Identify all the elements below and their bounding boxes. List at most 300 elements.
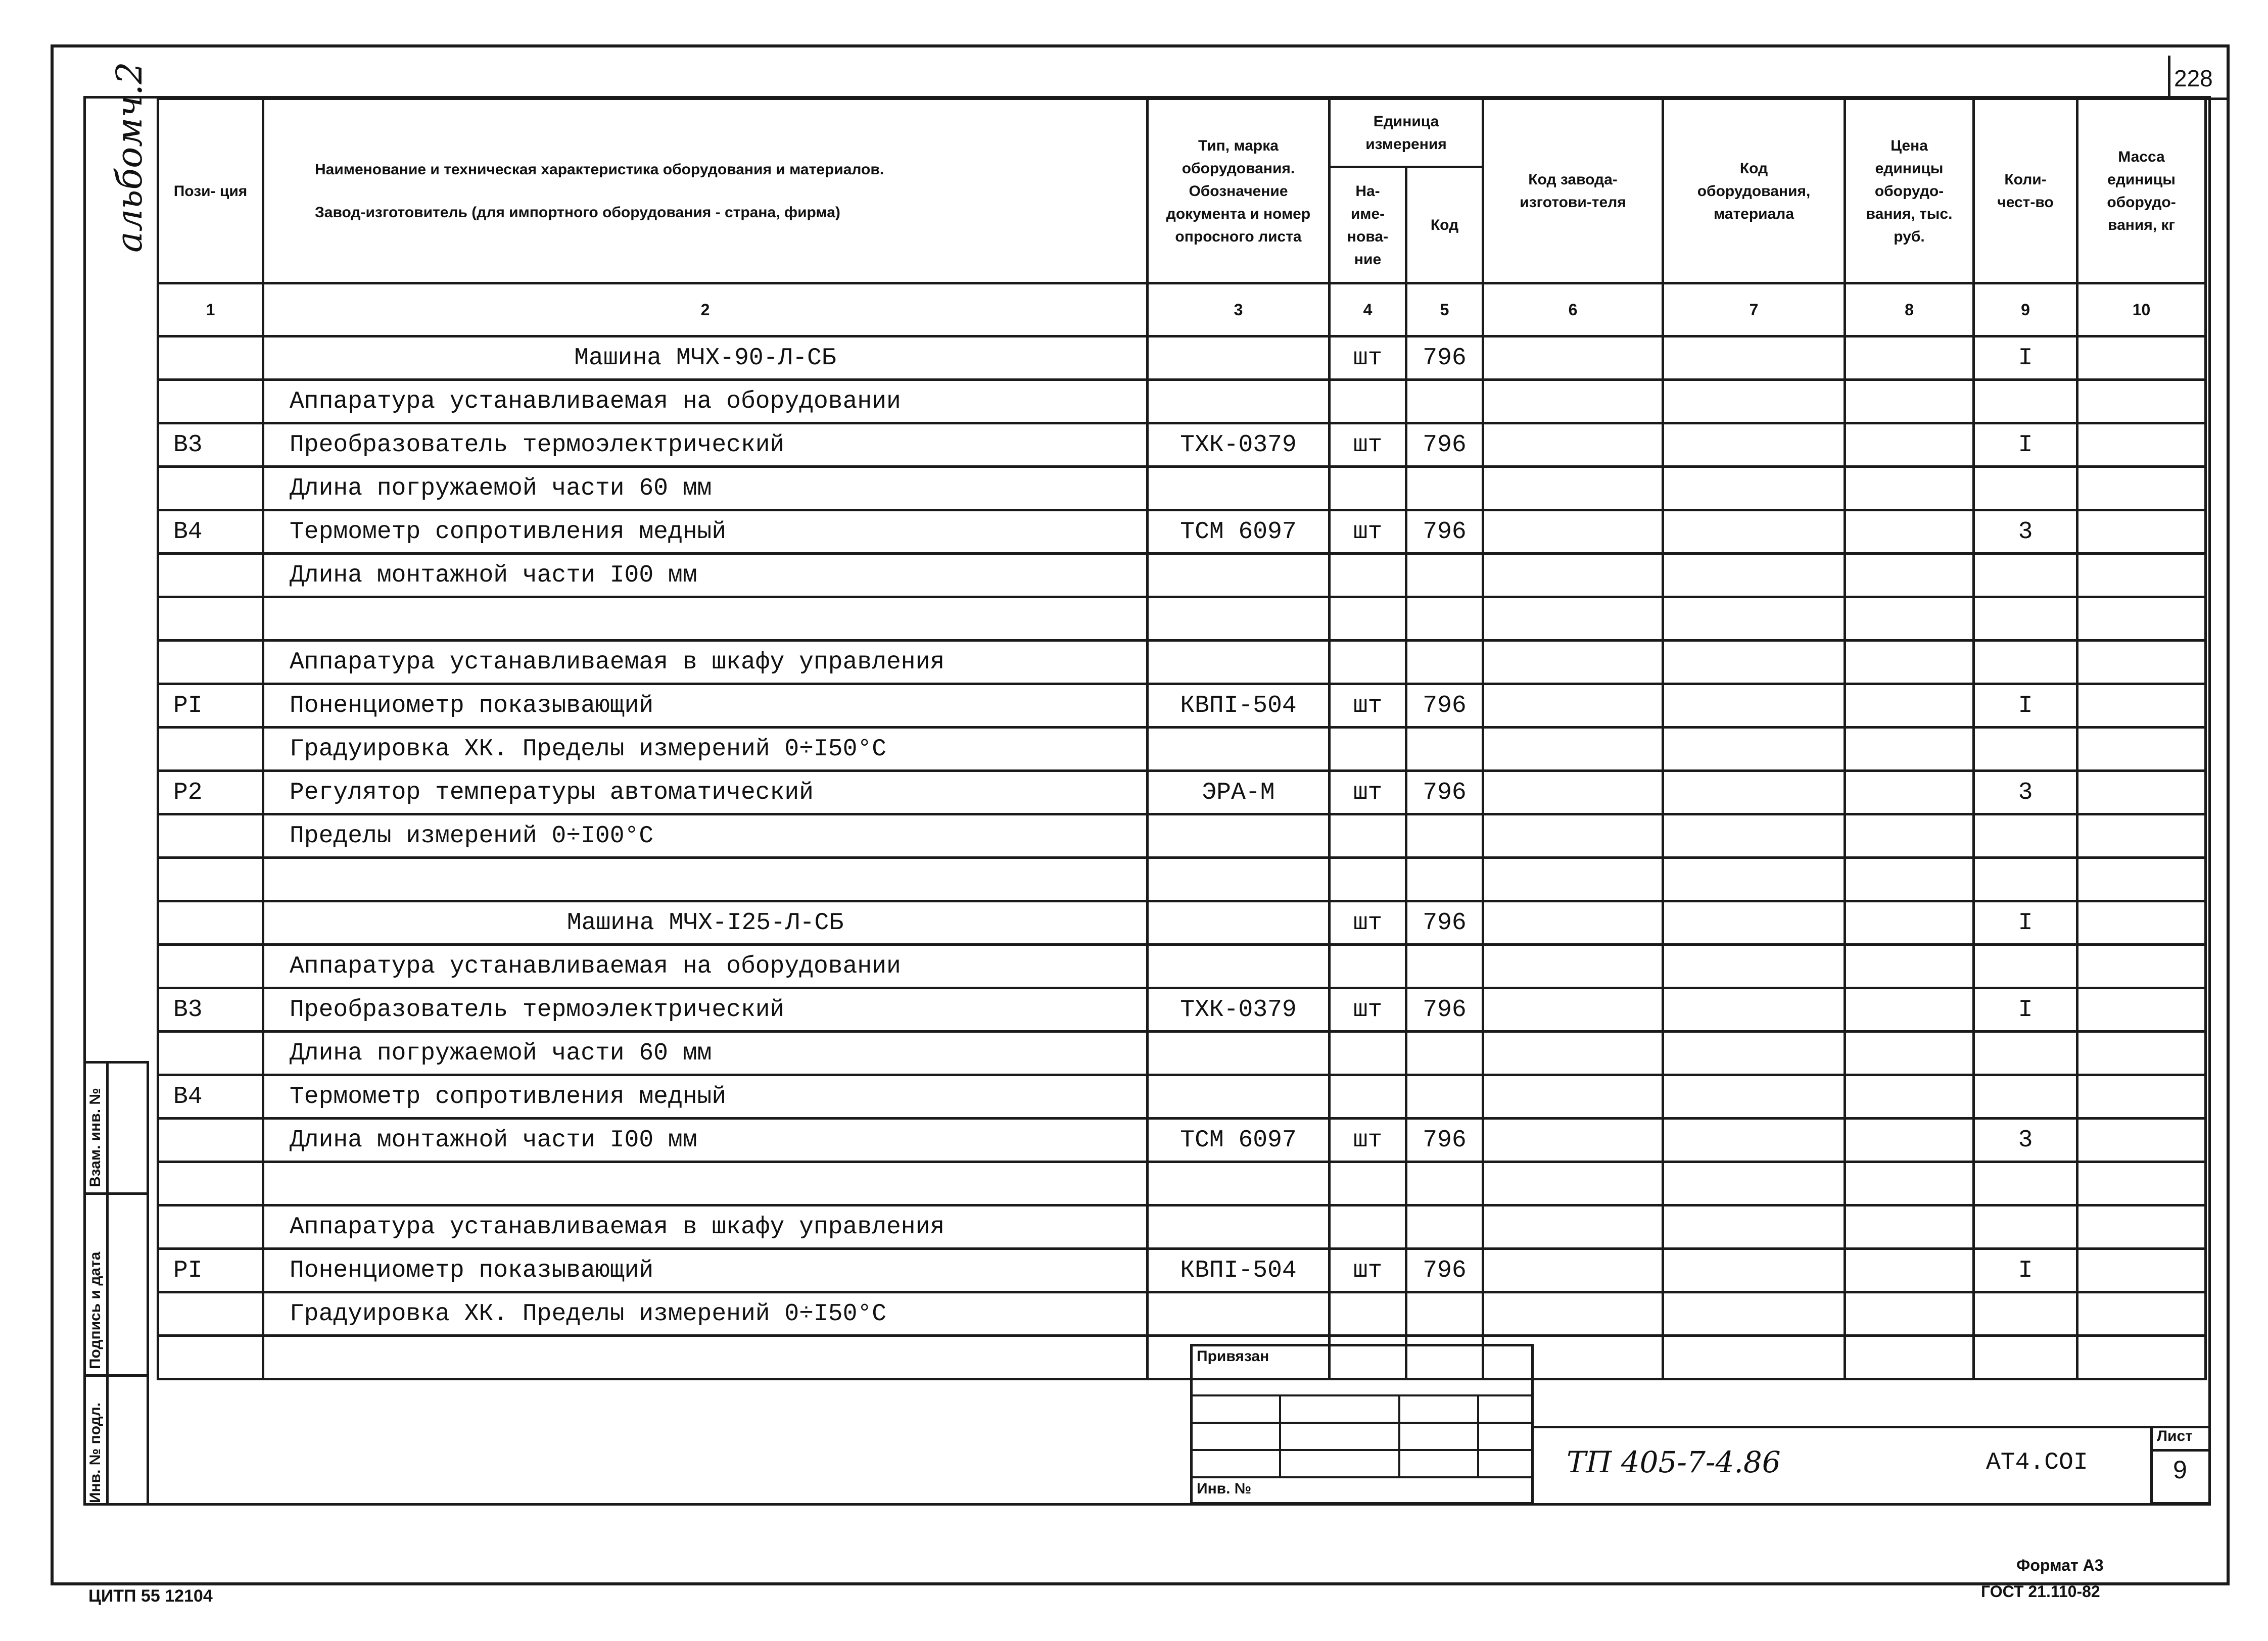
row-type [1148,1162,1330,1205]
row-price [1845,554,1974,597]
row-price [1845,858,1974,901]
row-position [158,1205,263,1249]
row-unit [1330,1205,1406,1249]
row-price [1845,1119,1974,1162]
row-equipment-code [1663,771,1845,814]
row-quantity [1974,945,2077,988]
row-mass [2077,684,2206,728]
row-type [1148,1292,1330,1336]
row-code: 796 [1406,771,1483,814]
row-price [1845,336,1974,380]
row-type [1148,1205,1330,1249]
row-code [1406,467,1483,510]
row-factory-code [1483,641,1663,684]
row-unit: шт [1330,901,1406,945]
privyazan-grid [1190,1394,1534,1478]
row-price [1845,1162,1974,1205]
row-unit: шт [1330,423,1406,467]
row-name: Аппаратура устанавливаемая в шкафу управления [263,641,1148,684]
row-name [263,597,1148,641]
left-strip-divider-1 [83,1192,149,1195]
row-mass [2077,1119,2206,1162]
row-equipment-code [1663,1075,1845,1119]
left-strip-vzam: Взам. инв. № [87,1088,104,1187]
header-position: Пози- ция [158,99,263,283]
row-position [158,336,263,380]
row-type [1148,728,1330,771]
table-row [158,1249,2206,1292]
header-type: Тип, марка оборудования. Обозначение документа и номер опросного листа [1148,99,1330,283]
inv-no-label: Инв. № [1197,1480,1252,1497]
row-equipment-code [1663,380,1845,423]
row-equipment-code [1663,1336,1845,1379]
row-code [1406,380,1483,423]
table-row [158,554,2206,597]
row-factory-code [1483,1249,1663,1292]
row-mass [2077,510,2206,554]
row-position [158,1162,263,1205]
row-name: Преобразователь термоэлектрический [263,423,1148,467]
row-price [1845,510,1974,554]
row-unit [1330,945,1406,988]
row-position [158,1292,263,1336]
row-quantity: 3 [1974,510,2077,554]
row-factory-code [1483,901,1663,945]
row-equipment-code [1663,1162,1845,1205]
row-mass [2077,858,2206,901]
table-row [158,380,2206,423]
table-row [158,336,2206,380]
row-price [1845,1205,1974,1249]
album-side-label: альбомч.2 [109,62,150,253]
row-code [1406,554,1483,597]
row-code: 796 [1406,510,1483,554]
row-quantity [1974,1162,2077,1205]
table-row [158,728,2206,771]
sheet-box-divider [2150,1449,2211,1452]
table-row [158,1032,2206,1075]
row-code: 796 [1406,423,1483,467]
row-mass [2077,467,2206,510]
row-factory-code [1483,684,1663,728]
row-quantity [1974,641,2077,684]
row-equipment-code [1663,988,1845,1032]
row-type [1148,1075,1330,1119]
row-factory-code [1483,380,1663,423]
row-unit: шт [1330,510,1406,554]
row-factory-code [1483,1075,1663,1119]
row-equipment-code [1663,684,1845,728]
row-name [263,1336,1148,1379]
row-quantity: I [1974,336,2077,380]
row-factory-code [1483,510,1663,554]
row-name: Градуировка ХК. Пределы измерений 0÷I50°C [263,728,1148,771]
row-position [158,467,263,510]
row-quantity: 3 [1974,771,2077,814]
row-name: Машина МЧХ-90-Л-СБ [263,336,1148,380]
row-position [158,1032,263,1075]
row-quantity [1974,597,2077,641]
col-num-1: 1 [158,283,263,336]
row-equipment-code [1663,814,1845,858]
page-number: 228 [2174,65,2213,91]
row-mass [2077,1032,2206,1075]
row-mass [2077,1162,2206,1205]
row-quantity: I [1974,684,2077,728]
row-price [1845,1336,1974,1379]
row-code [1406,641,1483,684]
row-unit: шт [1330,336,1406,380]
row-equipment-code [1663,1292,1845,1336]
row-mass [2077,1075,2206,1119]
col-num-9: 9 [1974,283,2077,336]
row-unit: шт [1330,988,1406,1032]
row-type [1148,336,1330,380]
header-price: Цена единицы оборудо-вания, тыс. руб. [1845,99,1974,283]
col-num-3: 3 [1148,283,1330,336]
row-unit [1330,467,1406,510]
row-price [1845,1075,1974,1119]
row-name: Аппаратура устанавливаемая на оборудовании [263,945,1148,988]
header-factory-code: Код завода-изготови-теля [1483,99,1663,283]
row-position [158,380,263,423]
row-unit [1330,728,1406,771]
row-code [1406,945,1483,988]
row-factory-code [1483,554,1663,597]
row-name: Машина МЧХ-I25-Л-СБ [263,901,1148,945]
row-mass [2077,988,2206,1032]
row-position [158,728,263,771]
col-num-6: 6 [1483,283,1663,336]
row-equipment-code [1663,597,1845,641]
row-name: Длина погружаемой части 60 мм [263,467,1148,510]
specification-rows [158,336,2206,1379]
row-code [1406,1075,1483,1119]
left-strip-divider-2 [83,1374,149,1377]
row-equipment-code [1663,858,1845,901]
row-price [1845,423,1974,467]
row-name: Преобразователь термоэлектрический [263,988,1148,1032]
row-position [158,597,263,641]
column-number-row [158,283,2206,336]
row-position [158,1119,263,1162]
col-num-8: 8 [1845,283,1974,336]
row-quantity [1974,554,2077,597]
doc-code: АТ4.СОI [1986,1449,2088,1476]
row-factory-code [1483,1292,1663,1336]
row-quantity: I [1974,901,2077,945]
row-quantity [1974,1336,2077,1379]
table-row [158,467,2206,510]
row-name: Длина монтажной части I00 мм [263,1119,1148,1162]
row-mass [2077,423,2206,467]
row-code [1406,1032,1483,1075]
row-mass [2077,901,2206,945]
row-equipment-code [1663,945,1845,988]
row-name: Аппаратура устанавливаемая на оборудовании [263,380,1148,423]
row-code [1406,1205,1483,1249]
row-name [263,858,1148,901]
row-code [1406,597,1483,641]
row-type: КВПI-504 [1148,684,1330,728]
row-quantity: I [1974,988,2077,1032]
row-code [1406,858,1483,901]
row-type: КВПI-504 [1148,1249,1330,1292]
row-quantity [1974,467,2077,510]
col-num-4: 4 [1330,283,1406,336]
row-type [1148,641,1330,684]
footer-left: ЦИТП 55 12104 [88,1586,213,1606]
header-unit-code: Код [1406,167,1483,283]
row-mass [2077,641,2206,684]
row-type [1148,858,1330,901]
row-mass [2077,1249,2206,1292]
header-quantity: Коли-чест-во [1974,99,2077,283]
row-mass [2077,814,2206,858]
row-equipment-code [1663,641,1845,684]
row-name: Термометр сопротивления медный [263,510,1148,554]
stamp-top-line [1534,1426,2211,1428]
row-code: 796 [1406,1249,1483,1292]
row-name: Градуировка ХК. Пределы измерений 0÷I50°C [263,1292,1148,1336]
row-code: 796 [1406,988,1483,1032]
row-quantity: I [1974,423,2077,467]
table-row [158,1075,2206,1119]
row-code [1406,728,1483,771]
row-type: ТХК-0379 [1148,423,1330,467]
row-name: Термометр сопротивления медный [263,1075,1148,1119]
row-mass [2077,1205,2206,1249]
row-position: В4 [158,1075,263,1119]
row-factory-code [1483,814,1663,858]
row-price [1845,988,1974,1032]
row-quantity [1974,380,2077,423]
row-position [158,858,263,901]
header-unit-name: На-име-нова-ние [1330,167,1406,283]
row-factory-code [1483,771,1663,814]
table-row [158,423,2206,467]
row-type: ТСМ 6097 [1148,510,1330,554]
table-row [158,901,2206,945]
row-position [158,901,263,945]
row-code: 796 [1406,901,1483,945]
row-unit: шт [1330,1249,1406,1292]
row-equipment-code [1663,1205,1845,1249]
col-num-10: 10 [2077,283,2206,336]
table-row [158,1119,2206,1162]
row-position: В3 [158,988,263,1032]
row-name [263,1162,1148,1205]
row-factory-code [1483,597,1663,641]
row-unit [1330,597,1406,641]
row-type [1148,1032,1330,1075]
row-factory-code [1483,945,1663,988]
row-type [1148,945,1330,988]
row-type [1148,814,1330,858]
row-quantity: I [1974,1249,2077,1292]
row-price [1845,380,1974,423]
row-position: РI [158,1249,263,1292]
row-equipment-code [1663,1032,1845,1075]
row-unit [1330,1075,1406,1119]
row-name: Поненциометр показывающий [263,684,1148,728]
table-row [158,858,2206,901]
row-mass [2077,336,2206,380]
row-code: 796 [1406,336,1483,380]
row-type [1148,554,1330,597]
row-price [1845,1032,1974,1075]
table-row [158,510,2206,554]
doc-number: ТП 405-7-4.86 [1567,1445,1781,1479]
row-factory-code [1483,1205,1663,1249]
row-unit [1330,1032,1406,1075]
row-name: Регулятор температуры автоматический [263,771,1148,814]
left-strip-podpis: Подпись и дата [87,1251,104,1369]
header-name-line1: Наименование и техническая характеристика оборудования и материалов. [315,161,884,178]
row-factory-code [1483,728,1663,771]
row-position [158,641,263,684]
row-mass [2077,728,2206,771]
row-price [1845,1292,1974,1336]
row-equipment-code [1663,510,1845,554]
left-strip-inner-line [106,1061,109,1506]
table-row [158,684,2206,728]
row-code [1406,1162,1483,1205]
row-position: РI [158,684,263,728]
row-quantity [1974,1075,2077,1119]
table-row [158,1205,2206,1249]
row-position [158,554,263,597]
row-mass [2077,1336,2206,1379]
table-row [158,771,2206,814]
row-price [1845,945,1974,988]
row-quantity [1974,728,2077,771]
col-num-7: 7 [1663,283,1845,336]
header-unit-group: Единица измерения [1330,99,1483,167]
row-unit [1330,1292,1406,1336]
row-factory-code [1483,1032,1663,1075]
row-price [1845,771,1974,814]
row-position [158,945,263,988]
row-quantity [1974,1032,2077,1075]
row-price [1845,467,1974,510]
row-factory-code [1483,1162,1663,1205]
row-unit [1330,380,1406,423]
table-row [158,1162,2206,1205]
table-row [158,988,2206,1032]
row-unit [1330,641,1406,684]
specification-table [157,98,2207,1380]
table-row [158,945,2206,988]
row-factory-code [1483,858,1663,901]
row-factory-code [1483,467,1663,510]
table-row [158,597,2206,641]
table-row [158,1292,2206,1336]
row-equipment-code [1663,1249,1845,1292]
row-mass [2077,1292,2206,1336]
row-type [1148,901,1330,945]
row-type: ТХК-0379 [1148,988,1330,1032]
row-name: Длина погружаемой части 60 мм [263,1032,1148,1075]
row-equipment-code [1663,728,1845,771]
row-price [1845,901,1974,945]
row-factory-code [1483,1119,1663,1162]
row-position: В4 [158,510,263,554]
row-mass [2077,771,2206,814]
row-unit: шт [1330,684,1406,728]
row-factory-code [1483,423,1663,467]
row-equipment-code [1663,336,1845,380]
row-unit [1330,814,1406,858]
row-quantity: 3 [1974,1119,2077,1162]
row-position [158,814,263,858]
row-equipment-code [1663,1119,1845,1162]
table-row [158,814,2206,858]
row-unit: шт [1330,771,1406,814]
row-mass [2077,380,2206,423]
row-unit: шт [1330,1119,1406,1162]
row-type: ЭРА-М [1148,771,1330,814]
row-position: В3 [158,423,263,467]
table-row [158,1336,2206,1379]
header-name [263,99,1148,283]
privyazan-label: Привязан [1197,1348,1269,1365]
footer-gost: ГОСТ 21.110-82 [1981,1582,2100,1601]
row-quantity [1974,814,2077,858]
footer-format: Формат А3 [2016,1556,2104,1574]
row-price [1845,728,1974,771]
row-code: 796 [1406,684,1483,728]
row-name: Аппаратура устанавливаемая в шкафу управления [263,1205,1148,1249]
row-price [1845,1249,1974,1292]
row-equipment-code [1663,554,1845,597]
row-equipment-code [1663,901,1845,945]
row-position [158,1336,263,1379]
row-name: Длина монтажной части I00 мм [263,554,1148,597]
header-mass: Масса единицы оборудо-вания, кг [2077,99,2206,283]
row-unit [1330,554,1406,597]
row-quantity [1974,858,2077,901]
row-factory-code [1483,988,1663,1032]
row-position: Р2 [158,771,263,814]
row-equipment-code [1663,423,1845,467]
row-type: ТСМ 6097 [1148,1119,1330,1162]
row-quantity [1974,1205,2077,1249]
sheet-label: Лист [2157,1428,2193,1444]
row-type [1148,380,1330,423]
header-name-line2: Завод-изготовитель (для импортного оборудования - страна, фирма) [315,204,840,221]
row-price [1845,684,1974,728]
row-name: Поненциометр показывающий [263,1249,1148,1292]
table-row [158,641,2206,684]
row-price [1845,814,1974,858]
row-unit [1330,1162,1406,1205]
row-mass [2077,945,2206,988]
row-name: Пределы измерений 0÷I00°C [263,814,1148,858]
row-price [1845,597,1974,641]
row-mass [2077,597,2206,641]
row-type [1148,467,1330,510]
row-equipment-code [1663,467,1845,510]
row-mass [2077,554,2206,597]
row-unit [1330,858,1406,901]
row-price [1845,641,1974,684]
row-code [1406,814,1483,858]
row-quantity [1974,1292,2077,1336]
left-strip-inv-podl: Инв. № подл. [87,1402,104,1503]
col-num-5: 5 [1406,283,1483,336]
row-factory-code [1483,336,1663,380]
